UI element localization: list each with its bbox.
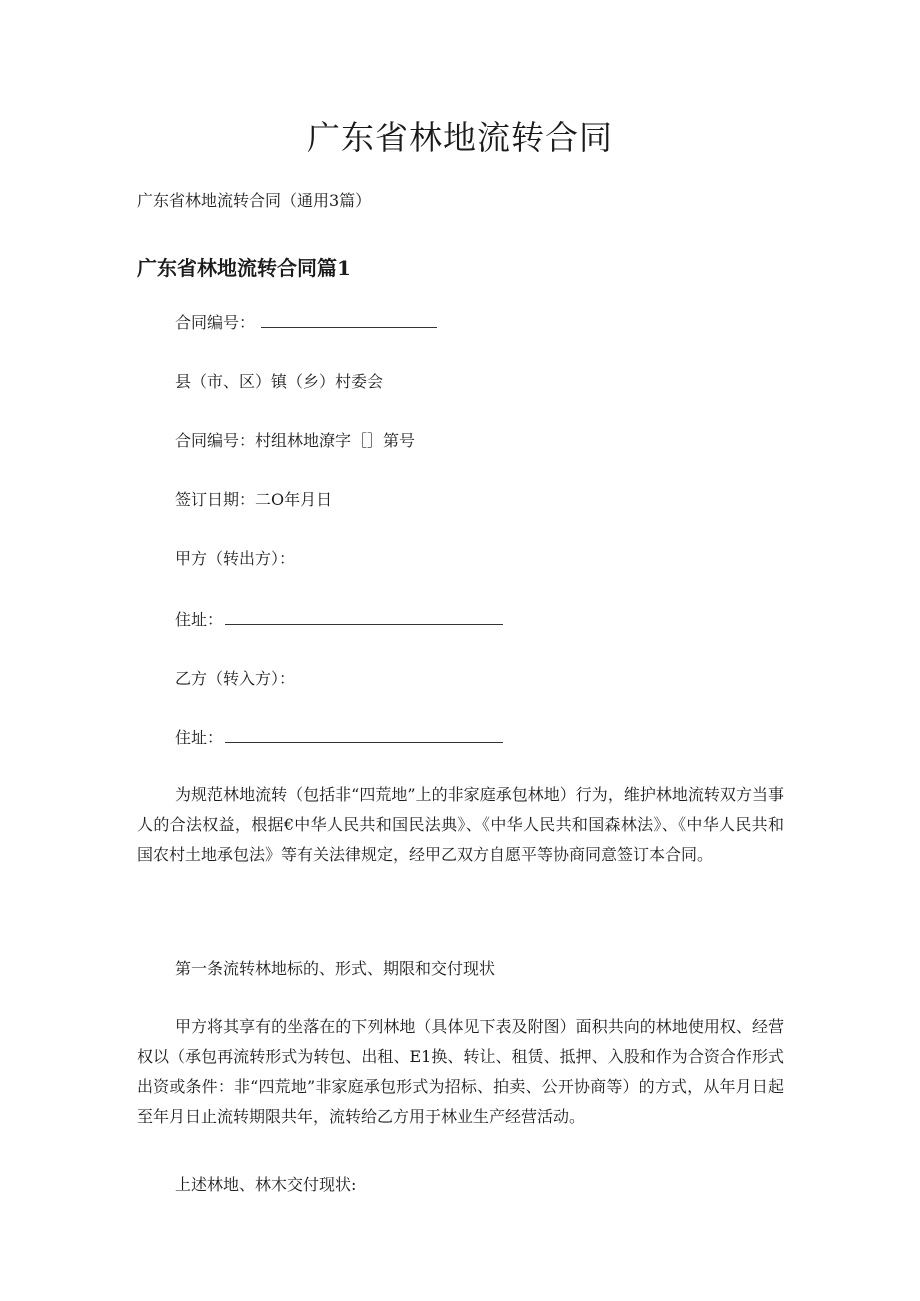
document-title: 广东省林地流转合同 bbox=[307, 118, 613, 157]
sign-date-line: 签订日期：二O年月日 bbox=[175, 490, 333, 509]
party-b-line: 乙方（转入方）： bbox=[175, 669, 296, 688]
purpose-paragraph: 为规范林地流转（包括非“四荒地”上的非家庭承包林地）行为，维护林地流转双方当事人的合法权益，根据€中华人民共和国民法典》、《中华人民共和国森林法》、《中华人民共和国农村土地承包法》等有关法律规定，经甲乙双方自愿平等协商同意签订本合同。 bbox=[137, 785, 784, 864]
contract-number-blank bbox=[261, 313, 437, 328]
article-1-heading: 第一条流转林地标的、形式、期限和交付现状 bbox=[175, 959, 496, 978]
document-subtitle: 广东省林地流转合同（通用3篇） bbox=[137, 191, 372, 210]
section-heading: 广东省林地流转合同篇1 bbox=[137, 256, 351, 280]
party-a-address-field bbox=[175, 607, 503, 630]
party-a-address-label: 住址： bbox=[175, 610, 224, 629]
party-a-line: 甲方（转出方）： bbox=[175, 549, 296, 568]
contract-number-line: 合同编号：村组林地潦字［］第号 bbox=[175, 431, 416, 450]
article-1-paragraph: 甲方将其享有的坐落在的下列林地（具体见下表及附图）面积共向的林地使用权、经营权以（承包再流转形式为转包、出租、E1换、转让、租赁、抵押、入股和作为合资合作形式出资或条件：非“四荒地”非家庭承包形式为招标、拍卖、公开协商等）的方式，从年月日起至年月日止流转期限共年，流转给乙方用于林业生产经营活动。 bbox=[137, 1017, 784, 1126]
delivery-status-line: 上述林地、林木交付现状: bbox=[175, 1175, 357, 1194]
contract-number-field bbox=[175, 310, 437, 333]
party-b-address-field bbox=[175, 725, 503, 748]
village-committee-line: 县（市、区）镇（乡）村委会 bbox=[175, 372, 384, 391]
party-b-address-label: 住址： bbox=[175, 728, 224, 747]
party-a-address-blank bbox=[225, 610, 503, 625]
party-b-address-blank bbox=[225, 728, 503, 743]
contract-number-label: 合同编号： bbox=[175, 313, 256, 332]
